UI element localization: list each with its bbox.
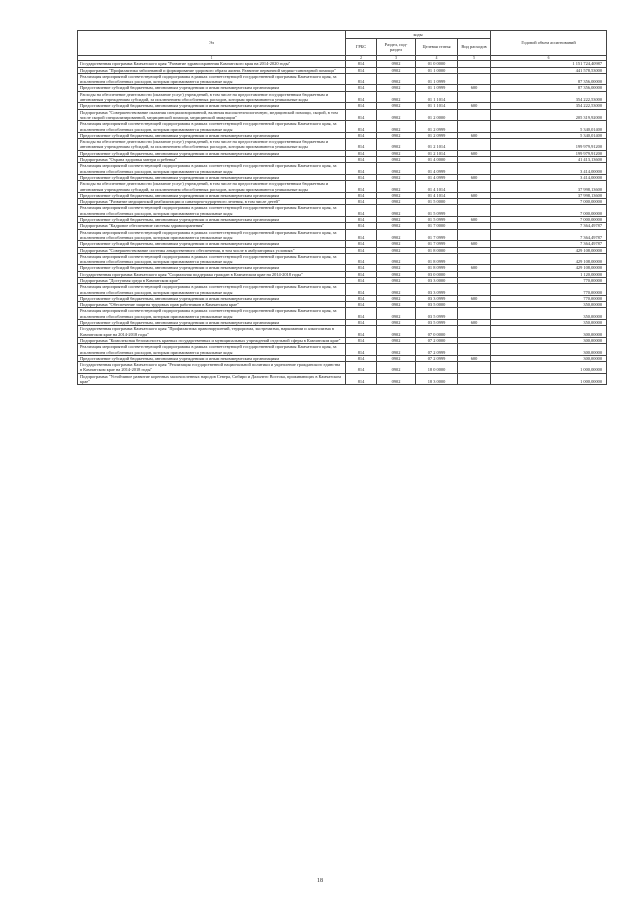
row-amount-cell: 5 340,01400 bbox=[491, 121, 607, 133]
row-amount-cell: 429 108,00000 bbox=[491, 265, 607, 271]
row-exptype-cell: 600 bbox=[458, 241, 491, 247]
row-section-cell: 0902 bbox=[377, 241, 416, 247]
row-name-cell: Предоставление субсидий бюджетным, автономным учреждениям и иным некоммерческим организациям bbox=[78, 132, 346, 138]
header-amount: Годовой объем ассигнований bbox=[491, 31, 607, 56]
row-exptype-cell bbox=[458, 91, 491, 103]
row-grbs-cell: 814 bbox=[346, 174, 377, 180]
row-name-cell: Предоставление субсидий бюджетным, автономным учреждениям и иным некоммерческим организациям bbox=[78, 217, 346, 223]
header-name: Эл bbox=[78, 31, 346, 56]
row-target-cell: 01 5 0999 bbox=[416, 217, 458, 223]
header-codes: коды bbox=[346, 31, 491, 39]
row-grbs-cell: 814 bbox=[346, 223, 377, 229]
row-amount-cell: 350,00000 bbox=[491, 308, 607, 320]
row-name-cell: Предоставление субсидий бюджетным, автономным учреждениям и иным некоммерческим организациям bbox=[78, 241, 346, 247]
row-name-cell: Реализация мероприятий соответствующей подпрограммы в рамках соответствующей государственной программы Камчатского края, за исключением обособленных расходов, которым присваиваются уникальные коды bbox=[78, 284, 346, 296]
row-amount-cell: 1 000,00000 bbox=[491, 362, 607, 374]
row-target-cell: 01 2 0999 bbox=[416, 121, 458, 133]
row-name-cell: Предоставление субсидий бюджетным, автономным учреждениям и иным некоммерческим организациям bbox=[78, 85, 346, 91]
table-row bbox=[78, 229, 607, 241]
table-row bbox=[78, 163, 607, 175]
row-grbs-cell: 814 bbox=[346, 253, 377, 265]
row-section-cell: 0902 bbox=[377, 199, 416, 205]
header-exptype: Вид расходов bbox=[458, 39, 491, 56]
row-grbs-cell: 814 bbox=[346, 326, 377, 338]
row-exptype-cell: 600 bbox=[458, 174, 491, 180]
row-exptype-cell: 600 bbox=[458, 132, 491, 138]
row-section-cell: 0902 bbox=[377, 247, 416, 253]
row-section-cell: 0902 bbox=[377, 277, 416, 283]
row-amount-cell: 3 414,00000 bbox=[491, 163, 607, 175]
row-target-cell: 01 4 0000 bbox=[416, 157, 458, 163]
row-exptype-cell: 600 bbox=[458, 217, 491, 223]
table-row bbox=[78, 121, 607, 133]
row-target-cell: 07 2 0999 bbox=[416, 355, 458, 361]
row-section-cell: 0902 bbox=[377, 265, 416, 271]
row-grbs-cell: 814 bbox=[346, 295, 377, 301]
row-section-cell: 0902 bbox=[377, 253, 416, 265]
row-exptype-cell: 600 bbox=[458, 265, 491, 271]
row-name-cell: Государственная программа Камчатского края "Реализация государственной национальной политики и укрепление гражданского единства в Камчатском крае на 2014-2018 годы" bbox=[78, 362, 346, 374]
row-target-cell: 01 8 0999 bbox=[416, 253, 458, 265]
row-amount-cell: 1 151 724,40987 bbox=[491, 61, 607, 67]
row-target-cell: 18 0 0000 bbox=[416, 362, 458, 374]
row-name-cell: Подпрограмма "Кадровое обеспечение системы здравоохранения" bbox=[78, 223, 346, 229]
row-section-cell: 0902 bbox=[377, 205, 416, 217]
row-grbs-cell: 814 bbox=[346, 109, 377, 121]
row-amount-cell: 1 000,00000 bbox=[491, 373, 607, 385]
table-row bbox=[78, 344, 607, 356]
row-name-cell: Предоставление субсидий бюджетным, автономным учреждениям и иным некоммерческим организациям bbox=[78, 192, 346, 198]
row-grbs-cell: 814 bbox=[346, 150, 377, 156]
row-amount-cell: 770,00000 bbox=[491, 277, 607, 283]
row-grbs-cell: 814 bbox=[346, 302, 377, 308]
row-section-cell: 0902 bbox=[377, 308, 416, 320]
row-amount-cell: 350,00000 bbox=[491, 320, 607, 326]
row-target-cell: 01 8 0999 bbox=[416, 265, 458, 271]
row-target-cell: 03 5 0999 bbox=[416, 320, 458, 326]
row-grbs-cell: 814 bbox=[346, 192, 377, 198]
row-grbs-cell: 814 bbox=[346, 163, 377, 175]
row-amount-cell: 199 979,91200 bbox=[491, 150, 607, 156]
row-target-cell: 01 4 0999 bbox=[416, 174, 458, 180]
row-target-cell: 01 8 0000 bbox=[416, 247, 458, 253]
row-grbs-cell: 814 bbox=[346, 85, 377, 91]
row-amount-cell: 87 356,00000 bbox=[491, 85, 607, 91]
row-section-cell: 0902 bbox=[377, 320, 416, 326]
index-cell: 5 bbox=[458, 56, 491, 61]
row-target-cell: 01 4 1014 bbox=[416, 181, 458, 193]
row-amount-cell: 770,00000 bbox=[491, 284, 607, 296]
row-target-cell: 03 3 0999 bbox=[416, 284, 458, 296]
row-section-cell: 0902 bbox=[377, 85, 416, 91]
table-row bbox=[78, 284, 607, 296]
row-amount-cell: 3 414,00000 bbox=[491, 174, 607, 180]
row-grbs-cell: 814 bbox=[346, 67, 377, 73]
row-amount-cell: 429 108,00000 bbox=[491, 253, 607, 265]
row-name-cell: Реализация мероприятий соответствующей подпрограммы в рамках соответствующей государственной программы Камчатского края, за исключением обособленных расходов, которым присваиваются уникальные коды bbox=[78, 253, 346, 265]
row-grbs-cell: 814 bbox=[346, 157, 377, 163]
row-target-cell: 01 1 0000 bbox=[416, 67, 458, 73]
row-amount-cell: 7 000,00000 bbox=[491, 217, 607, 223]
row-target-cell: 01 4 1014 bbox=[416, 192, 458, 198]
row-name-cell: Подпрограмма "Совершенствование оказания специализированной, включая высокотехнологичную, медицинской помощи, скорой, в том числе скорой специализированной, медицинской помощи, медицинской эвакуации" bbox=[78, 109, 346, 121]
row-section-cell: 0902 bbox=[377, 295, 416, 301]
row-name-cell: Реализация мероприятий соответствующей подпрограммы в рамках соответствующей государственной программы Камчатского края, за исключением обособленных расходов, которым присваиваются уникальные коды bbox=[78, 344, 346, 356]
row-exptype-cell bbox=[458, 181, 491, 193]
row-amount-cell: 1 120,00000 bbox=[491, 271, 607, 277]
row-section-cell: 0902 bbox=[377, 132, 416, 138]
row-exptype-cell bbox=[458, 326, 491, 338]
row-exptype-cell: 600 bbox=[458, 355, 491, 361]
row-section-cell: 0902 bbox=[377, 373, 416, 385]
row-grbs-cell: 814 bbox=[346, 284, 377, 296]
row-amount-cell: 300,00000 bbox=[491, 344, 607, 356]
row-amount-cell: 7 364,49787 bbox=[491, 241, 607, 247]
row-target-cell: 18 3 0000 bbox=[416, 373, 458, 385]
row-amount-cell: 7 000,00000 bbox=[491, 205, 607, 217]
row-section-cell: 0902 bbox=[377, 284, 416, 296]
row-section-cell: 0902 bbox=[377, 109, 416, 121]
row-grbs-cell: 814 bbox=[346, 199, 377, 205]
row-amount-cell: 37 998,13600 bbox=[491, 192, 607, 198]
row-name-cell: Предоставление субсидий бюджетным, автономным учреждениям и иным некоммерческим организациям bbox=[78, 295, 346, 301]
row-target-cell: 01 0 0000 bbox=[416, 61, 458, 67]
row-grbs-cell: 814 bbox=[346, 229, 377, 241]
page-number: 18 bbox=[317, 878, 323, 884]
row-name-cell: Предоставление субсидий бюджетным, автономным учреждениям и иным некоммерческим организациям bbox=[78, 265, 346, 271]
index-cell: 6 bbox=[491, 56, 607, 61]
row-section-cell: 0902 bbox=[377, 217, 416, 223]
row-target-cell: 01 2 0000 bbox=[416, 109, 458, 121]
row-name-cell: Подпрограмма "Комплексная безопасность краевых государственных и муниципальных учреждений отдельной сферы в Камчатском крае" bbox=[78, 337, 346, 343]
header-section: Раздел, под-раздел bbox=[377, 39, 416, 56]
row-section-cell: 0902 bbox=[377, 223, 416, 229]
row-name-cell: Подпрограмма "Доступная среда в Камчатском крае" bbox=[78, 277, 346, 283]
row-amount-cell: 300,00000 bbox=[491, 326, 607, 338]
row-section-cell: 0902 bbox=[377, 337, 416, 343]
row-amount-cell: 441 578,53000 bbox=[491, 67, 607, 73]
table-row bbox=[78, 308, 607, 320]
row-section-cell: 0902 bbox=[377, 67, 416, 73]
row-grbs-cell: 814 bbox=[346, 265, 377, 271]
row-grbs-cell: 814 bbox=[346, 103, 377, 109]
row-name-cell: Государственная программа Камчатского края "Развитие здравоохранения Камчатского края на 2014-2020 годы" bbox=[78, 61, 346, 67]
row-name-cell: Подпрограмма "Обеспечение защиты трудовых прав работников в Камчатском крае" bbox=[78, 302, 346, 308]
table-row bbox=[78, 362, 607, 374]
row-section-cell: 0902 bbox=[377, 174, 416, 180]
row-name-cell: Подпрограмма "Совершенствование системы лекарственного обеспечения, в том числе в амбулаторных условиях" bbox=[78, 247, 346, 253]
row-target-cell: 07 0 0000 bbox=[416, 326, 458, 338]
row-section-cell: 0902 bbox=[377, 91, 416, 103]
row-name-cell: Подпрограмма "Профилактика заболеваний и формирование здорового образа жизни. Развитие первичной медико-санитарной помощи" bbox=[78, 67, 346, 73]
row-exptype-cell bbox=[458, 73, 491, 85]
row-section-cell: 0902 bbox=[377, 271, 416, 277]
row-grbs-cell: 814 bbox=[346, 247, 377, 253]
row-grbs-cell: 814 bbox=[346, 205, 377, 217]
row-amount-cell: 7 000,00000 bbox=[491, 199, 607, 205]
table-row bbox=[78, 109, 607, 121]
row-amount-cell: 429 108,00000 bbox=[491, 247, 607, 253]
index-cell: 2 bbox=[346, 56, 377, 61]
row-target-cell: 03 3 0999 bbox=[416, 295, 458, 301]
row-grbs-cell: 814 bbox=[346, 73, 377, 85]
row-name-cell: Предоставление субсидий бюджетным, автономным учреждениям и иным некоммерческим организациям bbox=[78, 174, 346, 180]
table-row bbox=[78, 73, 607, 85]
row-exptype-cell bbox=[458, 344, 491, 356]
row-target-cell: 01 1 1014 bbox=[416, 91, 458, 103]
row-exptype-cell: 600 bbox=[458, 192, 491, 198]
row-target-cell: 01 5 0999 bbox=[416, 205, 458, 217]
row-section-cell: 0902 bbox=[377, 355, 416, 361]
row-target-cell: 01 2 1014 bbox=[416, 150, 458, 156]
row-amount-cell: 5 340,01400 bbox=[491, 132, 607, 138]
row-target-cell: 01 2 1014 bbox=[416, 139, 458, 151]
row-name-cell: Реализация мероприятий соответствующей подпрограммы в рамках соответствующей государственной программы Камчатского края, за исключением обособленных расходов, которым присваиваются уникальные коды bbox=[78, 73, 346, 85]
row-exptype-cell bbox=[458, 284, 491, 296]
row-target-cell: 03 5 0000 bbox=[416, 302, 458, 308]
row-grbs-cell: 814 bbox=[346, 241, 377, 247]
row-name-cell: Расходы на обеспечение деятельности (оказание услуг) учреждений, в том числе на предоставление государственным бюджетным и автономным учреждениям субсидий, за исключением обособленных расходов, которым присваиваются уникальные коды bbox=[78, 181, 346, 193]
row-exptype-cell bbox=[458, 205, 491, 217]
table-row bbox=[78, 181, 607, 193]
row-section-cell: 0902 bbox=[377, 229, 416, 241]
row-section-cell: 0902 bbox=[377, 139, 416, 151]
row-target-cell: 01 1 0999 bbox=[416, 73, 458, 85]
row-section-cell: 0902 bbox=[377, 362, 416, 374]
row-grbs-cell: 814 bbox=[346, 91, 377, 103]
row-section-cell: 0902 bbox=[377, 344, 416, 356]
row-exptype-cell bbox=[458, 163, 491, 175]
header-grbs: ГРБС bbox=[346, 39, 377, 56]
table-row bbox=[78, 253, 607, 265]
row-section-cell: 0902 bbox=[377, 150, 416, 156]
row-name-cell: Реализация мероприятий соответствующей подпрограммы в рамках соответствующей государственной программы Камчатского края, за исключением обособленных расходов, которым присваиваются уникальные коды bbox=[78, 121, 346, 133]
row-amount-cell: 300,00000 bbox=[491, 337, 607, 343]
row-target-cell: 01 4 0999 bbox=[416, 163, 458, 175]
row-name-cell: Расходы на обеспечение деятельности (оказание услуг) учреждений, в том числе на предоставление государственным бюджетным и автономным учреждениям субсидий, за исключением обособленных расходов, которым присваиваются уникальные коды bbox=[78, 91, 346, 103]
row-amount-cell: 7 364,49787 bbox=[491, 223, 607, 229]
row-name-cell: Реализация мероприятий соответствующей подпрограммы в рамках соответствующей государственной программы Камчатского края, за исключением обособленных расходов, которым присваиваются уникальные коды bbox=[78, 163, 346, 175]
table-row bbox=[78, 326, 607, 338]
index-cell: 4 bbox=[416, 56, 458, 61]
row-name-cell: Реализация мероприятий соответствующей подпрограммы в рамках соответствующей государственной программы Камчатского края, за исключением обособленных расходов, которым присваиваются уникальные коды bbox=[78, 205, 346, 217]
row-name-cell: Реализация мероприятий соответствующей подпрограммы в рамках соответствующей государственной программы Камчатского края, за исключением обособленных расходов, которым присваиваются уникальные коды bbox=[78, 308, 346, 320]
budget-table bbox=[77, 30, 607, 385]
row-grbs-cell: 814 bbox=[346, 271, 377, 277]
row-exptype-cell bbox=[458, 121, 491, 133]
row-name-cell: Подпрограмма "Устойчивое развитие коренных малочисленных народов Севера, Сибири и Дальнего Востока, проживающих в Камчатском крае" bbox=[78, 373, 346, 385]
row-target-cell: 01 7 0999 bbox=[416, 241, 458, 247]
row-exptype-cell bbox=[458, 109, 491, 121]
row-name-cell: Предоставление субсидий бюджетным, автономным учреждениям и иным некоммерческим организациям bbox=[78, 320, 346, 326]
row-name-cell: Предоставление субсидий бюджетным, автономным учреждениям и иным некоммерческим организациям bbox=[78, 103, 346, 109]
row-target-cell: 07 2 0000 bbox=[416, 337, 458, 343]
row-name-cell: Государственная программа Камчатского края "Профилактика правонарушений, терроризма, экстремизма, наркомании и алкоголизма в Камчатском крае на 2014-2018 годы" bbox=[78, 326, 346, 338]
row-name-cell: Реализация мероприятий соответствующей подпрограммы в рамках соответствующей государственной программы Камчатского края, за исключением обособленных расходов, которым присваиваются уникальные коды bbox=[78, 229, 346, 241]
index-cell: 1 bbox=[78, 56, 346, 61]
header-target: Целевая статья bbox=[416, 39, 458, 56]
row-amount-cell: 199 979,91200 bbox=[491, 139, 607, 151]
table-row bbox=[78, 205, 607, 217]
row-amount-cell: 37 998,13600 bbox=[491, 181, 607, 193]
row-grbs-cell: 814 bbox=[346, 61, 377, 67]
document-page bbox=[77, 30, 606, 385]
row-name-cell: Подпрограмма "Охрана здоровья матери и ребенка" bbox=[78, 157, 346, 163]
table-row bbox=[78, 139, 607, 151]
row-target-cell: 03 5 0999 bbox=[416, 308, 458, 320]
row-exptype-cell: 600 bbox=[458, 150, 491, 156]
row-exptype-cell bbox=[458, 253, 491, 265]
row-amount-cell: 87 356,00000 bbox=[491, 73, 607, 85]
row-exptype-cell bbox=[458, 373, 491, 385]
row-grbs-cell: 814 bbox=[346, 181, 377, 193]
row-grbs-cell: 814 bbox=[346, 362, 377, 374]
row-section-cell: 0902 bbox=[377, 192, 416, 198]
row-target-cell: 01 7 0000 bbox=[416, 223, 458, 229]
row-grbs-cell: 814 bbox=[346, 217, 377, 223]
row-grbs-cell: 814 bbox=[346, 121, 377, 133]
row-name-cell: Предоставление субсидий бюджетным, автономным учреждениям и иным некоммерческим организациям bbox=[78, 150, 346, 156]
row-exptype-cell bbox=[458, 139, 491, 151]
row-exptype-cell bbox=[458, 308, 491, 320]
row-section-cell: 0902 bbox=[377, 61, 416, 67]
row-exptype-cell bbox=[458, 362, 491, 374]
row-target-cell: 03 0 0000 bbox=[416, 271, 458, 277]
row-target-cell: 01 5 0000 bbox=[416, 199, 458, 205]
row-exptype-cell: 600 bbox=[458, 295, 491, 301]
row-target-cell: 03 3 0000 bbox=[416, 277, 458, 283]
table-row bbox=[78, 91, 607, 103]
row-name-cell: Расходы на обеспечение деятельности (оказание услуг) учреждений, в том числе на предоставление государственным бюджетным и автономным учреждениям субсидий, за исключением обособленных расходов, которым присваиваются уникальные коды bbox=[78, 139, 346, 151]
row-target-cell: 01 1 1014 bbox=[416, 103, 458, 109]
row-name-cell: Подпрограмма "Развитие медицинской реабилитации и санаторно-курортного лечения, в том числе детей" bbox=[78, 199, 346, 205]
row-grbs-cell: 814 bbox=[346, 373, 377, 385]
row-amount-cell: 350,00000 bbox=[491, 302, 607, 308]
row-section-cell: 0902 bbox=[377, 181, 416, 193]
row-section-cell: 0902 bbox=[377, 157, 416, 163]
row-name-cell: Предоставление субсидий бюджетным, автономным учреждениям и иным некоммерческим организациям bbox=[78, 355, 346, 361]
index-cell: 3 bbox=[377, 56, 416, 61]
row-grbs-cell: 814 bbox=[346, 277, 377, 283]
row-section-cell: 0902 bbox=[377, 326, 416, 338]
row-section-cell: 0902 bbox=[377, 163, 416, 175]
row-exptype-cell: 600 bbox=[458, 85, 491, 91]
row-section-cell: 0902 bbox=[377, 302, 416, 308]
row-amount-cell: 205 319,92000 bbox=[491, 109, 607, 121]
row-target-cell: 07 2 0999 bbox=[416, 344, 458, 356]
row-amount-cell: 354 222,53000 bbox=[491, 91, 607, 103]
row-grbs-cell: 814 bbox=[346, 337, 377, 343]
row-grbs-cell: 814 bbox=[346, 139, 377, 151]
row-amount-cell: 354 222,53000 bbox=[491, 103, 607, 109]
row-exptype-cell bbox=[458, 229, 491, 241]
row-amount-cell: 770,00000 bbox=[491, 295, 607, 301]
row-target-cell: 01 1 0999 bbox=[416, 85, 458, 91]
row-amount-cell: 41 413,13600 bbox=[491, 157, 607, 163]
row-name-cell: Государственная программа Камчатского края "Социальная поддержка граждан в Камчатском крае на 2014-2018 годы" bbox=[78, 271, 346, 277]
row-amount-cell: 300,00000 bbox=[491, 355, 607, 361]
row-grbs-cell: 814 bbox=[346, 320, 377, 326]
row-exptype-cell: 600 bbox=[458, 320, 491, 326]
row-grbs-cell: 814 bbox=[346, 355, 377, 361]
row-section-cell: 0902 bbox=[377, 121, 416, 133]
row-grbs-cell: 814 bbox=[346, 344, 377, 356]
row-grbs-cell: 814 bbox=[346, 132, 377, 138]
row-exptype-cell: 600 bbox=[458, 103, 491, 109]
row-amount-cell: 7 364,49787 bbox=[491, 229, 607, 241]
row-target-cell: 01 2 0999 bbox=[416, 132, 458, 138]
row-grbs-cell: 814 bbox=[346, 308, 377, 320]
row-target-cell: 01 7 0999 bbox=[416, 229, 458, 241]
table-row bbox=[78, 373, 607, 385]
row-section-cell: 0902 bbox=[377, 73, 416, 85]
row-section-cell: 0902 bbox=[377, 103, 416, 109]
